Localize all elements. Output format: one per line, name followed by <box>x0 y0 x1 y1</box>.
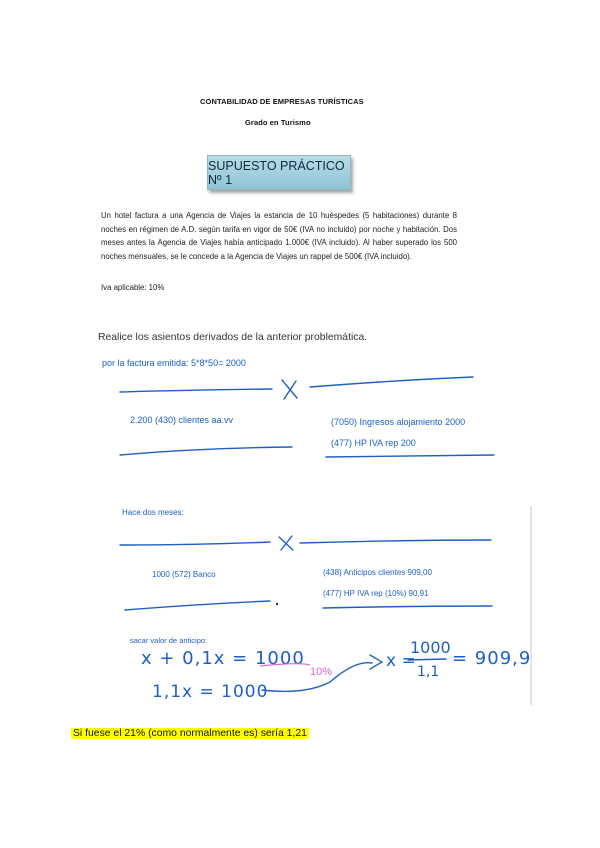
entry2-debit-line <box>125 601 270 610</box>
degree-title: Grado en Turismo <box>245 118 311 127</box>
entry2-label: Hace dos meses: <box>122 508 184 517</box>
entry2-top-line-left <box>120 542 270 545</box>
pink-annotation-curve <box>260 664 310 666</box>
entry2-top-line-right <box>300 540 491 543</box>
iva-note: Iva aplicable: 10% <box>101 283 165 292</box>
entry1-debit-line <box>120 447 292 455</box>
calc-denominator: 1,1 <box>417 664 440 680</box>
calc-result: = 909,9 <box>452 648 532 669</box>
entry2-credit-line <box>323 606 492 608</box>
exercise-title: SUPUESTO PRÁCTICO Nº 1 <box>208 158 345 187</box>
calc-eq2: 1,1x = 1000 <box>152 682 269 702</box>
entry2-credit-2: (477) HP IVA rep (10%) 90,91 <box>323 589 429 598</box>
calc-x-eq: x = <box>386 651 416 671</box>
entry2-credit-1: (438) Anticipos clientes 909,00 <box>323 568 432 577</box>
entry1-top-line-right <box>310 377 473 387</box>
entry1-top-line-left <box>120 389 272 392</box>
instruction-prompt: Realice los asientos derivados de la anterior problemática. <box>98 332 368 343</box>
entry1-credit-2: (477) HP IVA rep 200 <box>331 438 416 448</box>
entry1-x-mark <box>282 380 297 399</box>
calc-pct: 10% <box>310 666 333 678</box>
calc-label: sacar valor de anticipo: <box>130 636 208 645</box>
entry2-x-mark <box>279 536 293 550</box>
arrow-head <box>370 655 382 669</box>
course-title: CONTABILIDAD DE EMPRESAS TURÍSTICAS <box>200 97 364 106</box>
arrow-curve <box>262 663 372 692</box>
entry1-label: por la factura emitida: 5*8*50= 2000 <box>102 358 246 368</box>
entry1-debit: 2.200 (430) clientes aa.vv <box>130 415 234 425</box>
highlighted-note: Si fuese el 21% (como normalmente es) sería 1,21 <box>73 728 307 739</box>
ink-dot <box>276 603 278 605</box>
entry1-credit-1: (7050) Ingresos alojamiento 2000 <box>331 417 466 427</box>
problem-statement: Un hotel factura a una Agencia de Viajes la estancia de 10 huéspedes (5 habitaciones) durante 8 noches en régimen de A.D. según tarifa en vigor de 50€ (IVA no incluido) por noche y habitación. Dos meses antes la Agencia de Viajes había anticipado 1.000€ (IVA incluido). Al haber superado los 500 noches mensuales, se le concede a la Agencia de Viajes un rappel de 500€ (IVA incluido). <box>101 211 457 261</box>
entry2-debit: 1000 (572) Banco <box>152 570 216 579</box>
calc-numerator: 1000 <box>410 638 451 657</box>
fraction-bar <box>408 659 446 660</box>
calc-eq1: x + 0,1x = 1000 <box>141 648 305 669</box>
entry1-credit-line <box>326 455 494 457</box>
